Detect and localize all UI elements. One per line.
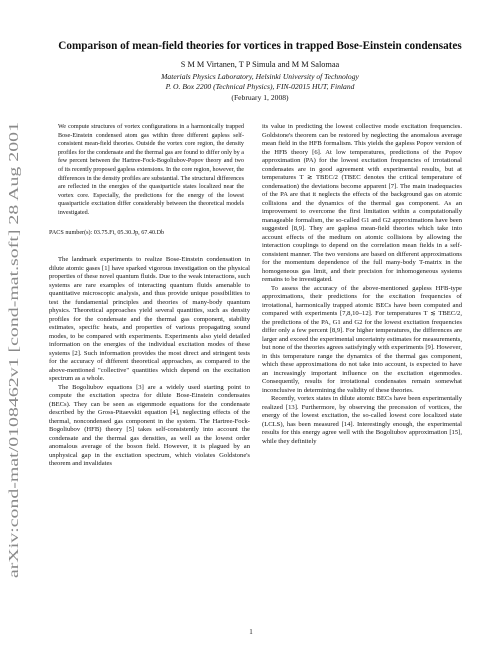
body-column-right [262, 123, 462, 446]
abstract: We compute structures of vortex configurations in a harmonically trapped Bose-Einstein condensed atom gas within three different gapless self-consistent mean-field theories. Outside the vortex core region, the density profiles for the condensate and the thermal gas are found to differ only by a few percent between the Hartree-Fock-Bogoliubov-Popov theory and two of its recently proposed gapless extensions. In the core region, however, the differences in the density profiles are substantial. The structural differences are reflected in the energies of the quasiparticle states localized near the vortex core. Especially, the predictions for the energy of the lowest quasiparticle excitation differ considerably between the theoretical models investigated. [58, 124, 244, 216]
body-column-left [49, 256, 250, 469]
paper-date: (February 1, 2008) [231, 93, 289, 102]
arxiv-identifier-stamp[interactable] [2, 120, 24, 580]
author-list: S M M Virtanen, T P Simula and M M Salomaa [180, 60, 340, 69]
paragraph: Recently, vortex states in dilute atomic BECs have been experimentally realized [13]. Furthermore, by observing the precession of vortices, the energy of the lowest excitation, the so-called lowest core localized state (LCLS), has been measured [14]. Interestingly enough, the experimental results for this energy agree well with the Bogoliubov approximation [15], while they definitely [262, 395, 462, 445]
paragraph: its value in predicting the lowest collective mode excitation frequencies. Goldstone's theorem can be restored by neglecting the anomalous average mean field in the HFB formalism. This yields the gapless Popov version of the HFB theory [6]. At low temperatures, predictions of the Popov approximation (PA) for the lowest excitation frequencies of irrotational condensates are in good agreement with experimental results, but at temperatures T ≳ TBEC/2 (TBEC denotes the critical temperature of condensation) the deviations become apparent [7]. The main inadequacies of the PA are that it neglects the effects of the background gas on atomic collisions and the dynamics of the thermal gas component. As an improvement to overcome the first limitation within a computationally manageable formalism, the so-called G1 and G2 approximations have been suggested [8,9]. They are gapless mean-field theories which take into account effects of the medium on atomic collisions by allowing the interaction couplings to depend on the correlation mean fields in a self-consistent manner. The two versions are based on different approximations for the momentum dependence of the full many-body T-matrix in the homogeneous gas limit, and their precision for inhomogeneous systems remains to be investigated. [262, 123, 462, 283]
arxiv-stamp-text: arXiv:cond-mat/0108462v1 [cond-mat.soft] 28 Aug 2001 [6, 267, 21, 578]
page-number: 1 [249, 628, 253, 636]
affiliation-line-1: Materials Physics Laboratory, Helsinki University of Technology [161, 72, 359, 81]
paragraph: The landmark experiments to realize Bose-Einstein condensation in dilute atomic gases [1] have sparked vigorous investigation on the physical properties of these novel quantum fluids. Due to the weak interactions, such systems are rare examples of interacting quantum fluids amenable to quantitative microscopic analysis, and thus provide unique possibilities to test the fundamental principles and theories of many-body quantum physics. Theoretical approaches yield several quantities, such as density profiles for the condensate and the thermal gas component, stability estimates, specific heats, and properties of various propagating sound modes, to be compared with experiments. Experiments also yield detailed information on the energies of the individual excitation modes of these systems [2]. Such information provides the most direct and stringent tests for the accuracy of different theoretical approaches, as compared to the above-mentioned "collective" quantities which depend on the excitation spectrum as a whole. [49, 256, 250, 382]
paper-title: Comparison of mean-field theories for vortices in trapped Bose-Einstein condensates [58, 40, 462, 52]
paragraph: The Bogoliubov equations [3] are a widely used starting point to compute the excitation spectra for dilute Bose-Einstein condensates (BECs). They can be seen as eigenmode equations for the condensate described by the Gross-Pitaevskii equation [4], neglecting effects of the thermal, noncondensed gas component in the system. The Hartree-Fock-Bogoliubov (HFB) theory [5] takes self-consistently into account the condensate and the thermal gas densities, as well as the lowest order anomalous average of the boson field. However, it is plagued by an unphysical gap in the excitation spectrum, which violates Goldstone's theorem and invalidates [49, 383, 250, 467]
paragraph: To assess the accuracy of the above-mentioned gapless HFB-type approximations, their predictions for the excitation frequencies of irrotational, harmonically trapped atomic BECs have been computed and compared with experiments [7,8,10–12]. For temperatures T ≲ TBEC/2, the predictions of the PA, G1 and G2 for the lowest excitation frequencies differ only a few percent [8,9]. For higher temperatures, the differences are larger and exceed the experimental uncertainty estimates for measurements, but none of the theories agrees satisfyingly with experiments [9]. However, in this temperature range the dynamics of the thermal gas component, which these approximations do not take into account, is expected to have an increasingly important influence on the excitation eigenmodes. Consequently, results for irrotational condensates remain somewhat inconclusive in determining the validity of these theories. [262, 284, 462, 394]
affiliation-line-2: P. O. Box 2200 (Technical Physics), FIN-02015 HUT, Finland [165, 82, 355, 91]
pacs-numbers: PACS number(s): 03.75.Fi, 05.30.Jp, 67.40.Db [49, 230, 165, 236]
